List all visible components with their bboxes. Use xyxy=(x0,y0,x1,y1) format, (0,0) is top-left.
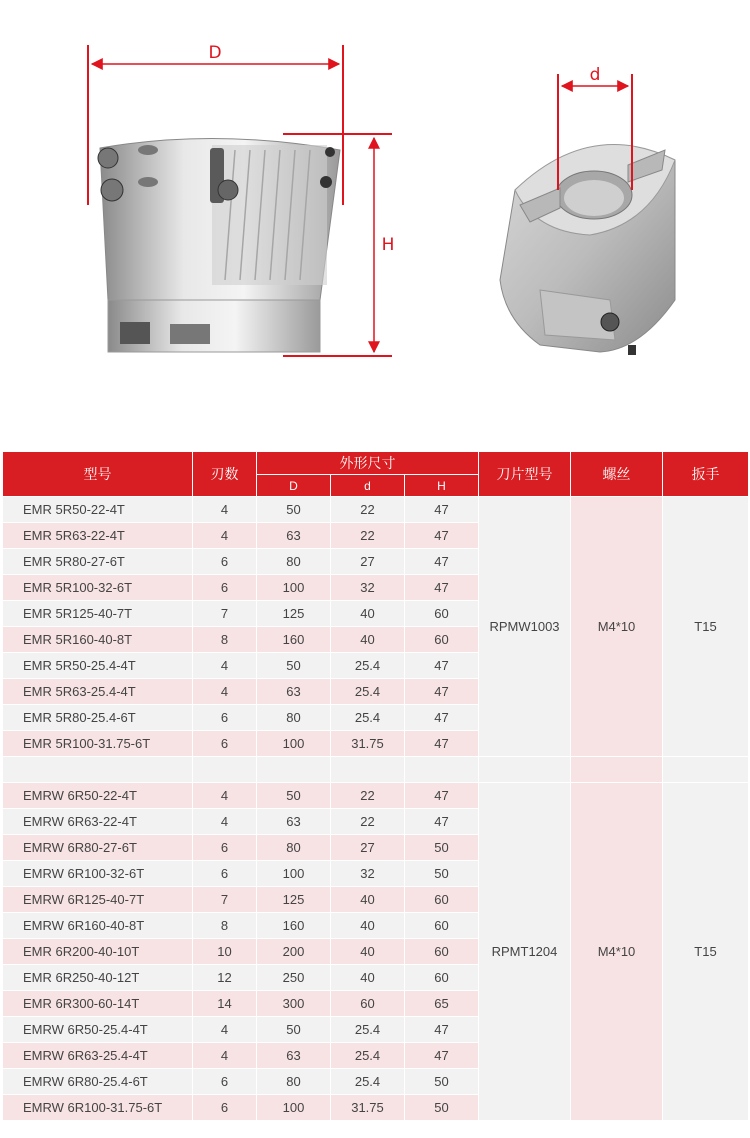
wrench-cell: T15 xyxy=(663,497,749,757)
empty-cell xyxy=(257,757,331,783)
flutes-cell: 4 xyxy=(193,653,257,679)
dim-d-cell: 25.4 xyxy=(331,1069,405,1095)
flutes-cell: 6 xyxy=(193,731,257,757)
dim-D-cell: 50 xyxy=(257,653,331,679)
dimension-d-label: d xyxy=(589,65,601,85)
dim-H-cell: 47 xyxy=(405,705,479,731)
dim-d-cell: 22 xyxy=(331,783,405,809)
flutes-cell: 10 xyxy=(193,939,257,965)
dim-d-cell: 40 xyxy=(331,887,405,913)
dim-d-cell: 40 xyxy=(331,627,405,653)
model-cell: EMRW 6R63-25.4-4T xyxy=(3,1043,193,1069)
empty-cell xyxy=(571,757,663,783)
dim-D-cell: 80 xyxy=(257,1069,331,1095)
empty-cell xyxy=(193,757,257,783)
flutes-cell: 8 xyxy=(193,627,257,653)
dimension-H-label: H xyxy=(381,235,395,255)
insert-cell: RPMT1204 xyxy=(479,783,571,1121)
model-cell: EMRW 6R125-40-7T xyxy=(3,887,193,913)
dim-D-cell: 80 xyxy=(257,835,331,861)
flutes-cell: 6 xyxy=(193,1095,257,1121)
model-cell: EMR 6R200-40-10T xyxy=(3,939,193,965)
dim-d-cell: 25.4 xyxy=(331,705,405,731)
empty-cell xyxy=(331,757,405,783)
dim-d-cell: 32 xyxy=(331,575,405,601)
dim-H-cell: 47 xyxy=(405,523,479,549)
flutes-cell: 14 xyxy=(193,991,257,1017)
dim-D-cell: 300 xyxy=(257,991,331,1017)
dimension-D-label: D xyxy=(208,43,222,63)
model-cell: EMR 5R50-22-4T xyxy=(3,497,193,523)
spec-table xyxy=(2,451,749,1121)
dim-D-cell: 100 xyxy=(257,731,331,757)
dim-D-cell: 63 xyxy=(257,523,331,549)
flutes-cell: 4 xyxy=(193,809,257,835)
header-dim-d: d xyxy=(331,475,405,497)
flutes-cell: 4 xyxy=(193,679,257,705)
dim-D-cell: 125 xyxy=(257,601,331,627)
dim-H-cell: 47 xyxy=(405,575,479,601)
model-cell: EMR 5R100-31.75-6T xyxy=(3,731,193,757)
dim-H-cell: 60 xyxy=(405,913,479,939)
flutes-cell: 4 xyxy=(193,1043,257,1069)
dim-d-cell: 31.75 xyxy=(331,731,405,757)
header-model: 型号 xyxy=(3,452,193,497)
dim-D-cell: 200 xyxy=(257,939,331,965)
header-dimensions: 外形尺寸 xyxy=(257,452,479,475)
spec-table-body xyxy=(3,497,749,1121)
cutter-top-view xyxy=(500,145,675,355)
model-cell: EMRW 6R50-25.4-4T xyxy=(3,1017,193,1043)
model-cell: EMRW 6R80-25.4-6T xyxy=(3,1069,193,1095)
flutes-cell: 6 xyxy=(193,835,257,861)
dim-D-cell: 100 xyxy=(257,861,331,887)
dim-H-cell: 60 xyxy=(405,601,479,627)
model-cell: EMRW 6R100-31.75-6T xyxy=(3,1095,193,1121)
dim-d-cell: 32 xyxy=(331,861,405,887)
dim-D-cell: 160 xyxy=(257,913,331,939)
dim-d-cell: 40 xyxy=(331,965,405,991)
screw-cell: M4*10 xyxy=(571,783,663,1121)
dim-d-cell: 27 xyxy=(331,549,405,575)
dim-H-cell: 50 xyxy=(405,861,479,887)
dim-H-cell: 47 xyxy=(405,1043,479,1069)
flutes-cell: 4 xyxy=(193,1017,257,1043)
dim-H-cell: 47 xyxy=(405,731,479,757)
dim-D-cell: 80 xyxy=(257,705,331,731)
dim-d-cell: 25.4 xyxy=(331,1017,405,1043)
dim-D-cell: 80 xyxy=(257,549,331,575)
dim-D-cell: 250 xyxy=(257,965,331,991)
dim-D-cell: 160 xyxy=(257,627,331,653)
dim-D-cell: 63 xyxy=(257,679,331,705)
flutes-cell: 4 xyxy=(193,783,257,809)
dim-H-cell: 47 xyxy=(405,549,479,575)
dim-D-cell: 50 xyxy=(257,497,331,523)
dim-H-cell: 50 xyxy=(405,1095,479,1121)
model-cell: EMR 5R125-40-7T xyxy=(3,601,193,627)
dim-H-cell: 47 xyxy=(405,809,479,835)
dim-H-cell: 47 xyxy=(405,1017,479,1043)
model-cell: EMR 6R250-40-12T xyxy=(3,965,193,991)
dim-d-cell: 27 xyxy=(331,835,405,861)
model-cell: EMRW 6R100-32-6T xyxy=(3,861,193,887)
dim-D-cell: 100 xyxy=(257,575,331,601)
model-cell: EMR 6R300-60-14T xyxy=(3,991,193,1017)
cutter-side-view xyxy=(98,138,340,352)
dim-H-cell: 60 xyxy=(405,887,479,913)
header-screw: 螺丝 xyxy=(571,452,663,497)
model-cell: EMR 5R100-32-6T xyxy=(3,575,193,601)
dim-D-cell: 100 xyxy=(257,1095,331,1121)
header-dim-D: D xyxy=(257,475,331,497)
dim-H-cell: 47 xyxy=(405,679,479,705)
model-cell: EMR 5R63-22-4T xyxy=(3,523,193,549)
dim-d-cell: 40 xyxy=(331,913,405,939)
flutes-cell: 6 xyxy=(193,861,257,887)
dim-d-cell: 40 xyxy=(331,601,405,627)
header-flutes: 刃数 xyxy=(193,452,257,497)
dim-H-cell: 47 xyxy=(405,653,479,679)
flutes-cell: 8 xyxy=(193,913,257,939)
model-cell: EMR 5R80-27-6T xyxy=(3,549,193,575)
model-cell: EMRW 6R80-27-6T xyxy=(3,835,193,861)
table-row xyxy=(3,783,749,809)
dim-d-cell: 31.75 xyxy=(331,1095,405,1121)
dim-H-cell: 47 xyxy=(405,783,479,809)
empty-cell xyxy=(479,757,571,783)
header-dim-H: H xyxy=(405,475,479,497)
flutes-cell: 4 xyxy=(193,497,257,523)
flutes-cell: 6 xyxy=(193,575,257,601)
dim-D-cell: 50 xyxy=(257,783,331,809)
flutes-cell: 6 xyxy=(193,705,257,731)
header-wrench: 扳手 xyxy=(663,452,749,497)
empty-cell xyxy=(663,757,749,783)
dim-H-cell: 47 xyxy=(405,497,479,523)
model-cell: EMRW 6R50-22-4T xyxy=(3,783,193,809)
model-cell: EMR 5R160-40-8T xyxy=(3,627,193,653)
dim-H-cell: 60 xyxy=(405,965,479,991)
dim-H-cell: 60 xyxy=(405,939,479,965)
dim-d-cell: 22 xyxy=(331,497,405,523)
empty-cell xyxy=(3,757,193,783)
dim-D-cell: 50 xyxy=(257,1017,331,1043)
group-separator-row xyxy=(3,757,749,783)
model-cell: EMRW 6R63-22-4T xyxy=(3,809,193,835)
flutes-cell: 7 xyxy=(193,601,257,627)
flutes-cell: 12 xyxy=(193,965,257,991)
dim-H-cell: 50 xyxy=(405,1069,479,1095)
flutes-cell: 6 xyxy=(193,549,257,575)
dim-d-cell: 25.4 xyxy=(331,679,405,705)
wrench-cell: T15 xyxy=(663,783,749,1121)
dim-d-cell: 25.4 xyxy=(331,1043,405,1069)
model-cell: EMR 5R63-25.4-4T xyxy=(3,679,193,705)
model-cell: EMR 5R50-25.4-4T xyxy=(3,653,193,679)
table-row xyxy=(3,497,749,523)
product-illustration xyxy=(0,0,750,450)
dim-H-cell: 50 xyxy=(405,835,479,861)
model-cell: EMRW 6R160-40-8T xyxy=(3,913,193,939)
dim-d-cell: 40 xyxy=(331,939,405,965)
dim-D-cell: 125 xyxy=(257,887,331,913)
flutes-cell: 6 xyxy=(193,1069,257,1095)
header-insert: 刀片型号 xyxy=(479,452,571,497)
empty-cell xyxy=(405,757,479,783)
dim-d-cell: 60 xyxy=(331,991,405,1017)
insert-cell: RPMW1003 xyxy=(479,497,571,757)
dim-d-cell: 25.4 xyxy=(331,653,405,679)
dim-D-cell: 63 xyxy=(257,1043,331,1069)
dim-d-cell: 22 xyxy=(331,809,405,835)
dim-H-cell: 65 xyxy=(405,991,479,1017)
dim-D-cell: 63 xyxy=(257,809,331,835)
flutes-cell: 7 xyxy=(193,887,257,913)
flutes-cell: 4 xyxy=(193,523,257,549)
dim-H-cell: 60 xyxy=(405,627,479,653)
model-cell: EMR 5R80-25.4-6T xyxy=(3,705,193,731)
screw-cell: M4*10 xyxy=(571,497,663,757)
dim-d-cell: 22 xyxy=(331,523,405,549)
